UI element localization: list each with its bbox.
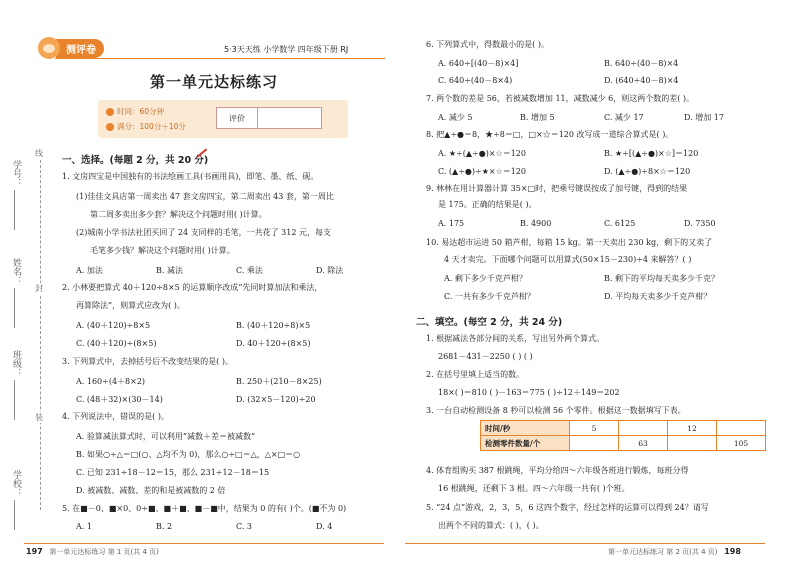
q7-option-a[interactable]: A. 减少 5 bbox=[438, 113, 473, 122]
q10-option-a[interactable]: A. 剩下多少千克芦柑？ bbox=[444, 274, 527, 283]
s2-q4-line1: 4. 体育组购买 387 根跳绳，平均分给四～六年级各班进行锻炼，每班分得 bbox=[426, 466, 689, 475]
s2-q1-line2[interactable]: 2681－431－2250 ( ) ( ) bbox=[438, 352, 533, 361]
s2-q1-line1: 1. 根据减法各部分间的关系，写出另外两个算式。 bbox=[426, 334, 605, 343]
table-cell: 5 bbox=[570, 421, 619, 436]
page-number-left: 197 bbox=[26, 547, 43, 556]
detection-table bbox=[480, 420, 766, 451]
q1-option-d[interactable]: D. 除法 bbox=[316, 266, 344, 275]
q1-sub2-line2: 毛笔多少钱？解决这个问题时用( )计算。 bbox=[90, 246, 235, 255]
rating-field[interactable] bbox=[258, 108, 321, 128]
q7-option-c[interactable]: C. 减少 17 bbox=[604, 113, 644, 122]
q4-option-c[interactable]: C. 已知 231÷18－12＝15，那么 231÷12－18＝15 bbox=[76, 468, 270, 477]
q9-line2: 是 175。正确的结果是( )。 bbox=[438, 200, 537, 209]
table-cell: 63 bbox=[619, 436, 668, 451]
school-label: 学校： bbox=[11, 470, 21, 497]
class-blank[interactable] bbox=[14, 380, 15, 420]
q8-option-b[interactable]: B. ★÷[(▲÷●)×☆]＝120 bbox=[604, 149, 699, 158]
q2-option-c[interactable]: C. (40＋120)÷(8×5) bbox=[76, 339, 157, 348]
q7-option-d[interactable]: D. 增加 17 bbox=[684, 113, 724, 122]
s2-q3-line1: 3. 一台自动检测设备 8 秒可以检测 56 个零件。根据这一数据填写下表。 bbox=[426, 406, 686, 415]
page-title: 第一单元达标练习 bbox=[150, 73, 279, 91]
q8-option-d[interactable]: D. (▲÷●)÷8×☆＝120 bbox=[604, 167, 691, 176]
q6-option-c[interactable]: C. 640÷(40－8×4) bbox=[438, 76, 513, 85]
q2-option-d[interactable]: D. 40＋120÷(8×5) bbox=[236, 339, 311, 348]
q9-option-c[interactable]: C. 6125 bbox=[604, 219, 636, 228]
table-cell[interactable] bbox=[668, 436, 717, 451]
q4-option-b[interactable]: B. 如果○÷△＝□(○、△均不为 0)，那么○÷□＝△，△×□＝○ bbox=[76, 450, 301, 459]
table-head-time: 时间/秒 bbox=[481, 421, 570, 436]
q3-option-d[interactable]: D. (32×5－120)÷20 bbox=[236, 395, 316, 404]
binding-margin bbox=[0, 0, 52, 564]
student-no-label: 学号： bbox=[11, 160, 21, 187]
q6-line1: 6. 下列算式中，得数最小的是( )。 bbox=[426, 40, 549, 49]
q10-option-b[interactable]: B. 剩下的平均每天卖多少千克？ bbox=[604, 274, 719, 283]
s2-q2-line2[interactable]: 18×( )＝810 ( )－163＝775 ( )÷12＋149＝202 bbox=[438, 388, 620, 397]
info-box bbox=[98, 100, 348, 138]
header-rule bbox=[55, 58, 385, 59]
s2-q4-line2[interactable]: 16 根跳绳，还剩下 3 根。四～六年级一共有( )个班。 bbox=[438, 484, 630, 493]
test-badge: 测评卷 bbox=[56, 39, 104, 58]
table-cell[interactable] bbox=[717, 421, 766, 436]
q4-option-d[interactable]: D. 被减数、减数、差的和是被减数的 2 倍 bbox=[76, 486, 226, 495]
series-title: 5·3天天练 小学数学 四年级下册 RJ bbox=[224, 45, 349, 54]
header-badge-group bbox=[38, 37, 104, 59]
footer-right bbox=[608, 547, 741, 557]
q3-option-b[interactable]: B. 250＋(210－8×25) bbox=[236, 377, 322, 386]
student-no-blank[interactable] bbox=[14, 190, 15, 230]
q2-line1: 2. 小林要把算式 40＋120÷8×5 的运算顺序改成“先同时算加法和乘法， bbox=[62, 283, 323, 292]
q3-line1: 3. 下列算式中，去掉括号后不改变结果的是( )。 bbox=[62, 357, 233, 366]
q7-option-b[interactable]: B. 增加 5 bbox=[520, 113, 555, 122]
q1-stem: 1. 文房四宝是中国独有的书法绘画工具(书画用具)，即笔、墨、纸、砚。 bbox=[62, 172, 319, 181]
q9-option-d[interactable]: D. 7350 bbox=[684, 219, 716, 228]
rating-box bbox=[216, 107, 322, 129]
q10-line1: 10. 易达超市运进 50 箱芦柑，每箱 15 kg。第一天卖出 230 kg，剩下的又卖了 bbox=[426, 238, 713, 247]
q10-line2: 4 天才卖完。下面哪个问题可以用算式(50×15－230)÷4 来解答？( ) bbox=[444, 255, 692, 264]
section1-title: 一、选择。(每题 2 分，共 20 分) bbox=[62, 155, 209, 166]
table-cell: 12 bbox=[668, 421, 717, 436]
section2-title: 二、填空。(每空 2 分，共 24 分) bbox=[416, 317, 563, 328]
q5-option-a[interactable]: A. 1 bbox=[76, 522, 92, 531]
q2-option-b[interactable]: B. (40＋120÷8)×5 bbox=[236, 321, 311, 330]
q9-option-a[interactable]: A. 175 bbox=[438, 219, 465, 228]
page-number-right: 198 bbox=[724, 547, 741, 556]
q9-option-b[interactable]: B. 4900 bbox=[520, 219, 552, 228]
school-blank[interactable] bbox=[14, 500, 15, 530]
name-blank[interactable] bbox=[14, 288, 15, 328]
q1-option-c[interactable]: C. 乘法 bbox=[236, 266, 263, 275]
q10-option-d[interactable]: D. 平均每天卖多少千克芦柑？ bbox=[604, 292, 712, 301]
bind-word-seal: 封 bbox=[35, 284, 43, 293]
table-row-count bbox=[481, 436, 766, 451]
q1-sub1-line2: 第二周多卖出多少套？解决这个问题时用( )计算。 bbox=[90, 210, 267, 219]
score-text: 满分：100分＋10分 bbox=[117, 122, 186, 131]
q1-option-b[interactable]: B. 减法 bbox=[156, 266, 183, 275]
q5-line1: 5. 在■－0、■×0、0÷■、■＋■、■－■中，结果为 0 的有( )个。(■不为 0) bbox=[62, 504, 347, 513]
class-label: 班级： bbox=[11, 350, 21, 377]
name-label: 姓名： bbox=[11, 258, 21, 285]
q5-option-c[interactable]: C. 3 bbox=[236, 522, 253, 531]
q5-option-b[interactable]: B. 2 bbox=[156, 522, 173, 531]
mascot-icon bbox=[38, 37, 60, 59]
table-cell[interactable] bbox=[570, 436, 619, 451]
footer-left-text: 第一单元达标练习 第 1 页(共 4 页) bbox=[49, 548, 159, 556]
q10-option-c[interactable]: C. 一共有多少千克芦柑？ bbox=[444, 292, 535, 301]
footer-rule-left bbox=[24, 543, 384, 544]
bind-word-fold: 装 bbox=[35, 413, 43, 422]
bind-word-line: 线 bbox=[35, 149, 43, 158]
q4-line1: 4. 下列说法中，错误的是( )。 bbox=[62, 412, 169, 421]
footer-right-text: 第一单元达标练习 第 2 页(共 4 页) bbox=[608, 548, 718, 556]
footer-rule-right bbox=[405, 543, 765, 544]
q1-sub1-line1: (1)佳佳文具店第一周卖出 47 套文房四宝，第二周卖出 43 套，第一周比 bbox=[76, 192, 334, 201]
binding-dashed-line bbox=[40, 150, 41, 510]
table-head-count: 检测零件数量/个 bbox=[481, 436, 570, 451]
q6-option-a[interactable]: A. 640÷[(40－8)×4] bbox=[438, 59, 519, 68]
q3-option-a[interactable]: A. 160÷(4＋8×2) bbox=[76, 377, 146, 386]
q3-option-c[interactable]: C. (48＋32)×(30－14) bbox=[76, 395, 163, 404]
q2-line2: 再算除法”，则算式应改为( )。 bbox=[76, 301, 185, 310]
q8-option-c[interactable]: C. (▲÷●)÷★×☆＝120 bbox=[438, 167, 527, 176]
score-icon bbox=[106, 123, 114, 131]
q6-option-d[interactable]: D. (640÷40－8)×4 bbox=[604, 76, 679, 85]
table-cell: 105 bbox=[717, 436, 766, 451]
q1-sub2-line1: (2)城南小学书法社团买回了 24 支同样的毛笔，一共花了 312 元，每支 bbox=[76, 228, 331, 237]
q5-option-d[interactable]: D. 4 bbox=[316, 522, 333, 531]
s2-q2-line1: 2. 在括号里填上适当的数。 bbox=[426, 370, 525, 379]
s2-q5-line2[interactable]: 出两个不同的算式：( )，( )。 bbox=[438, 521, 544, 530]
rating-label: 评价 bbox=[217, 108, 258, 128]
q8-option-a[interactable]: A. ★÷(▲÷●)×☆＝120 bbox=[438, 149, 526, 158]
q8-line1: 8. 把▲÷●＝8，★÷8＝□，□×☆＝120 改写成一道综合算式是( )。 bbox=[426, 130, 674, 139]
q7-line1: 7. 两个数的差是 56，若被减数增加 11，减数减少 6，则这两个数的差( )。 bbox=[426, 94, 695, 103]
table-row-time bbox=[481, 421, 766, 436]
time-text: 时间：60分钟 bbox=[117, 107, 165, 116]
q6-option-b[interactable]: B. 640÷(40－8)×4 bbox=[604, 59, 679, 68]
q1-option-a[interactable]: A. 加法 bbox=[76, 266, 103, 275]
table-cell[interactable] bbox=[619, 421, 668, 436]
clock-icon bbox=[106, 108, 114, 116]
time-info bbox=[106, 106, 164, 117]
q4-option-a[interactable]: A. 验算减法算式时，可以利用“减数＋差＝被减数” bbox=[76, 432, 256, 441]
footer-left bbox=[26, 547, 159, 557]
score-info bbox=[106, 121, 186, 132]
q9-line1: 9. 林林在用计算器计算 35×□时，把乘号键误按成了加号键，得到的结果 bbox=[426, 184, 688, 193]
q2-option-a[interactable]: A. (40＋120)÷8×5 bbox=[76, 321, 151, 330]
s2-q5-line1: 5. “24 点”游戏，2，3，5，6 这四个数字，经过怎样的运算可以得到 24？请写 bbox=[426, 503, 709, 512]
